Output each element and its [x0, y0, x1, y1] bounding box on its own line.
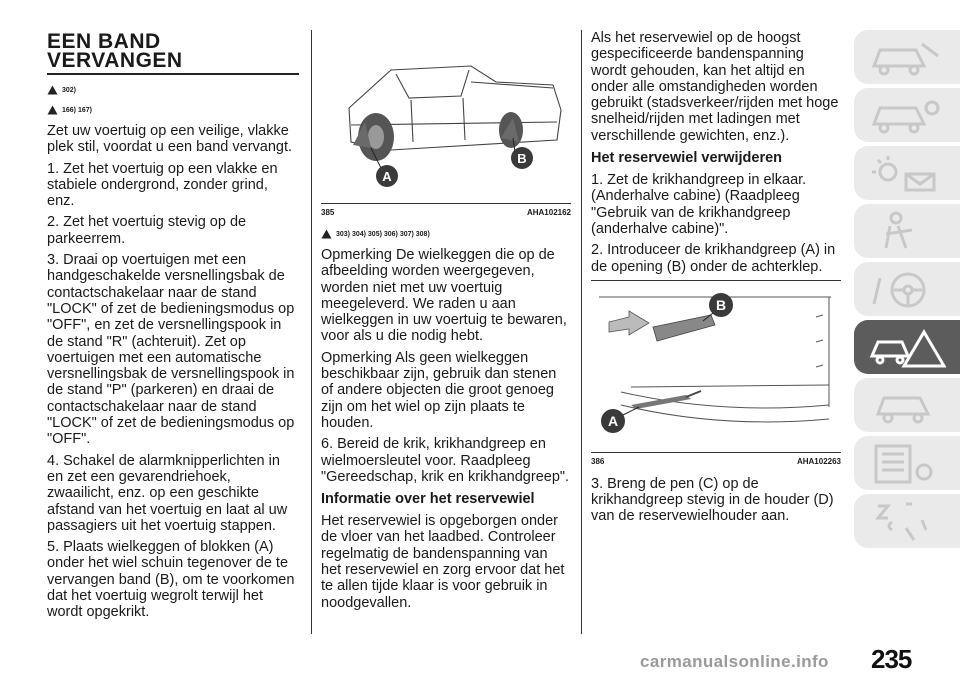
steering-wheel-icon	[866, 268, 946, 310]
spare-intro: Als het reservewiel op de hoogst gespecificeerde bandenspanning wordt gehouden, kan het altijd en onder alle omstandigheden worden gebruikt (stadsverkeer/rijden met hoge snelheid/rijden met ladingen met verschillende gewichten, enz.).	[591, 30, 839, 144]
note-2: Opmerking Als geen wielkeggen beschikbaar zijn, gebruik dan stenen of andere objecten die groot genoeg zijn om het wiel op zijn plaats te houden.	[321, 349, 557, 431]
label-a: A	[382, 169, 392, 184]
spare-info-paragraph: Het reservewiel is opgeborgen onder de vloer van het laadbed. Controleer regelmatig de bandenspanning van het reservewiel en zorg ervoor dat het te allen tijde klaar is voor gebruik in noodgevallen.	[321, 513, 565, 611]
figure-code: AHA102162	[526, 208, 571, 217]
remove-step-1: 1. Zet de krikhandgreep in elkaar. (Anderhalve cabine) (Raadpleeg "Gebruik van de krikhandgreep (anderhalve cabine)".	[591, 172, 807, 237]
remove-step-3: 3. Breng de pen (C) op de krikhandgreep stevig in de houder (D) van de reservewielhouder aan.	[591, 475, 834, 525]
lights-warning-icon	[866, 152, 946, 194]
car-key-icon	[866, 94, 946, 136]
technical-data-icon	[866, 442, 946, 484]
warning-triangle-icon	[47, 105, 58, 115]
tab-driving[interactable]	[854, 262, 960, 316]
column-divider	[311, 30, 312, 634]
column-3	[591, 30, 843, 530]
breakdown-warning-icon	[866, 326, 946, 368]
figure-code: AHA102263	[796, 456, 841, 466]
heading-remove-spare: Het reservewiel verwijderen	[591, 150, 783, 167]
car-dashboard-icon	[866, 36, 946, 78]
tab-maintenance[interactable]	[854, 378, 960, 432]
wheel-chock-illustration	[321, 30, 571, 198]
warning-triangle-icon	[321, 229, 332, 239]
warning-ref-2: 166) 167)	[47, 103, 299, 117]
step-6: 6. Bereid de krik, krikhandgreep en wielmoersleutel voor. Raadpleeg "Gereedschap, krik en krikhandgreep".	[321, 436, 570, 485]
page-number: 235	[871, 644, 912, 674]
warning-ref-3: 303) 304) 305) 306) 307) 308)	[321, 227, 571, 241]
airbag-seatbelt-icon	[866, 210, 946, 252]
figure-number: 386	[591, 456, 605, 466]
label-b: B	[517, 151, 527, 166]
figure-caption	[591, 452, 841, 466]
figure-386	[591, 280, 841, 466]
paragraph: Zet uw voertuig op een veilige, vlakke plek stil, voordat u een band vervangt.	[47, 123, 293, 156]
section-title: EEN BAND VERVANGEN	[47, 30, 183, 72]
step-1: 1. Zet het voertuig op een vlakke en stabiele ondergrond, zonder grind, enz.	[47, 160, 278, 210]
column-1	[47, 30, 299, 626]
tab-key[interactable]	[854, 88, 960, 142]
warning-ref-1: 302)	[47, 83, 299, 97]
car-maintenance-icon	[866, 384, 946, 426]
note-1: Opmerking De wielkeggen die op de afbeelding worden weergegeven, worden niet met uw voertuig meegeleverd. We raden u aan wielkeggen in uw voertuig te bewaren, voor als u die nodig hebt.	[321, 247, 567, 345]
figure-caption	[321, 203, 571, 217]
index-icon	[866, 500, 946, 542]
column-2	[321, 30, 571, 616]
step-4: 4. Schakel de alarmknipperlichten in en zet een gevarendriehoek, zwaailicht, enz. op een geschikte afstand van het voertuig en laat al uw passagiers uit het voertuig stappen.	[47, 452, 288, 534]
tab-emergencies[interactable]	[854, 320, 960, 374]
label-a: A	[607, 412, 619, 429]
jack-handle-illustration	[591, 287, 841, 447]
heading-spare-info: Informatie over het reservewiel	[321, 491, 535, 508]
title-rule	[47, 73, 299, 75]
tab-index[interactable]	[854, 494, 960, 548]
tab-safety[interactable]	[854, 204, 960, 258]
step-5: 5. Plaats wielkeggen of blokken (A) onder het wiel schuin tegenover de te vervangen band (B), om te voorkomen dat het voertuig wegrolt terwijl het wordt opgekrikt.	[47, 539, 295, 621]
step-2: 2. Zet het voertuig stevig op de parkeerrem.	[47, 214, 247, 247]
section-sidebar	[854, 30, 960, 552]
tab-dashboard[interactable]	[854, 30, 960, 84]
remove-step-2: 2. Introduceer de krikhandgreep (A) in de opening (B) onder de achterklep.	[591, 242, 836, 275]
watermark: carmanualsonline.info	[640, 652, 829, 671]
step-3: 3. Draai op voertuigen met een handgeschakelde versnellingsbak de contactschakelaar naar de stand "LOCK" of zet de bedieningsmodus op "OFF", en zet de versnellingspook in de stand "R" (achteruit). Zet op voertuigen met een automatische versnellingsbak de versnellingspook in de stand "P" (parkeren) en draai de contactschakelaar naar de stand "LOCK" of zet de bedieningsmodus op "OFF".	[47, 252, 295, 448]
column-divider	[581, 30, 582, 634]
figure-385	[321, 30, 571, 217]
figure-top-rule	[591, 280, 841, 281]
tab-technical-data[interactable]	[854, 436, 960, 490]
warning-triangle-icon	[47, 85, 58, 95]
figure-number: 385	[321, 208, 335, 217]
tab-lights[interactable]	[854, 146, 960, 200]
label-b: B	[715, 296, 727, 313]
